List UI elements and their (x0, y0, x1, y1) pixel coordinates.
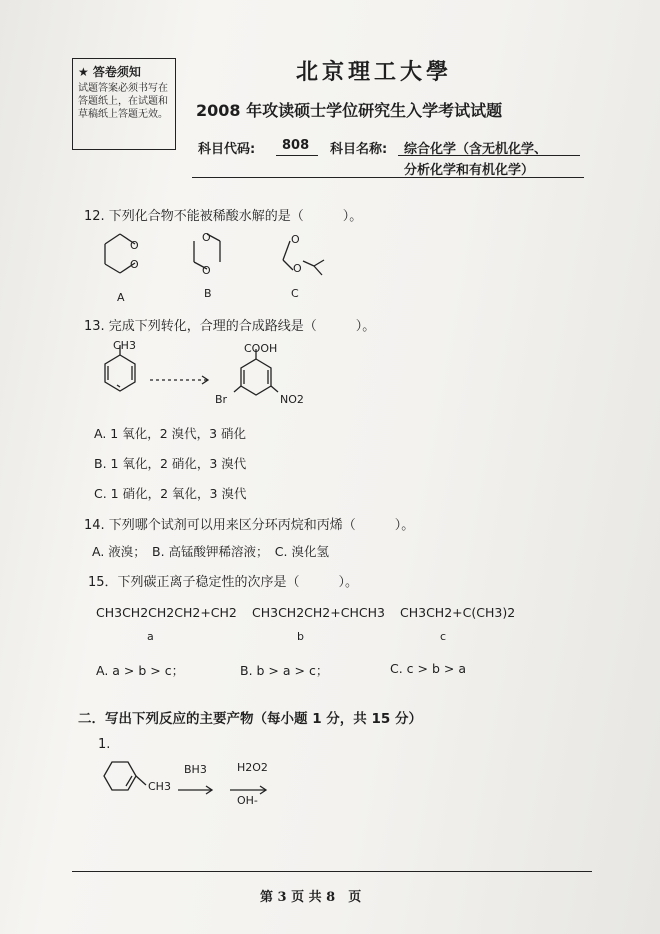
q13-option-a: A. 1 氧化，2 溴代，3 硝化 (94, 426, 247, 441)
q15-option-b: B. b > a > c； (240, 663, 329, 678)
reaction-1-ch3: CH3 (148, 780, 171, 793)
answer-notice-box (72, 58, 176, 150)
reagent-oh: OH- (237, 794, 258, 807)
methylcyclohexene-ring (104, 762, 136, 790)
cation-label-c: c (440, 630, 447, 643)
reagent-bh3: BH3 (184, 763, 207, 776)
q13-product-br: Br (215, 393, 228, 406)
svg-text:O: O (202, 231, 211, 244)
reaction-1-scheme (90, 752, 300, 812)
exam-title: 2008 年攻读硕士学位研究生入学考试试题 (196, 101, 503, 120)
question-14-text: 14. 下列哪个试剂可以用来区分环丙烷和丙烯（ ）。 (84, 518, 415, 533)
svg-text:O: O (291, 233, 300, 246)
cation-c: CH3CH2+C(CH3)2 (400, 605, 516, 620)
q13-product-no2: NO2 (280, 393, 304, 406)
product-ring (241, 359, 271, 395)
notice-body: 试题答案必须书写在答题纸上，在试题和草稿纸上答题无效。 (78, 83, 168, 120)
cation-b: CH3CH2CH2+CHCH3 (252, 605, 385, 620)
svg-text:O: O (202, 264, 211, 277)
code-underline (276, 155, 318, 156)
subject-name-line2: 分析化学和有机化学） (404, 163, 535, 178)
q12-structures (90, 226, 350, 306)
structure-c-dioxolane (283, 241, 324, 275)
q15-option-c: C. c > b > a (390, 661, 466, 676)
university-name: 北京理工大學 (296, 59, 453, 85)
q12-label-c: C (291, 287, 299, 300)
question-13-text: 13. 完成下列转化，合理的合成路线是（ ）。 (84, 319, 376, 334)
footer-rule (72, 871, 592, 872)
section-2-title: 二．写出下列反应的主要产物（每小题 1 分，共 15 分） (78, 711, 422, 727)
svg-text:O: O (293, 262, 302, 275)
q12-label-b: B (204, 287, 212, 300)
subject-name-label: 科目名称: (330, 142, 388, 157)
q13-option-b: B. 1 氧化，2 硝化，3 溴代 (94, 456, 247, 471)
svg-text:O: O (130, 258, 139, 271)
question-12-text: 12. 下列化合物不能被稀酸水解的是（ ）。 (84, 209, 363, 224)
notice-title: ★ 答卷须知 (78, 65, 141, 79)
header-rule (192, 177, 584, 178)
q13-option-c: C. 1 硝化，2 氧化，3 溴代 (94, 486, 247, 501)
toluene-ring (105, 355, 135, 391)
subject-code-label: 科目代码: (198, 142, 256, 157)
cation-a: CH3CH2CH2CH2+CH2 (96, 605, 237, 620)
subject-code-value: 808 (282, 138, 310, 153)
question-15-text: 15．下列碳正离子稳定性的次序是（ ）。 (88, 575, 359, 590)
reagent-h2o2: H2O2 (237, 761, 268, 774)
q13-start-ch3: CH3 (113, 339, 136, 352)
svg-text:O: O (130, 239, 139, 252)
cation-label-a: a (147, 630, 154, 643)
q15-option-a: A. a > b > c； (96, 663, 185, 678)
q12-label-a: A (117, 291, 125, 304)
name-underline-1 (398, 155, 580, 156)
section-2-item-1: 1. (98, 737, 111, 752)
cation-label-b: b (297, 630, 304, 643)
page-footer: 第 3 页 共 8 页 (260, 890, 362, 905)
q14-options: A. 液溴； B. 高锰酸钾稀溶液； C. 溴化氢 (92, 544, 329, 559)
subject-name-line1: 综合化学（含无机化学、 (404, 142, 548, 157)
q13-product-cooh: COOH (244, 342, 278, 355)
